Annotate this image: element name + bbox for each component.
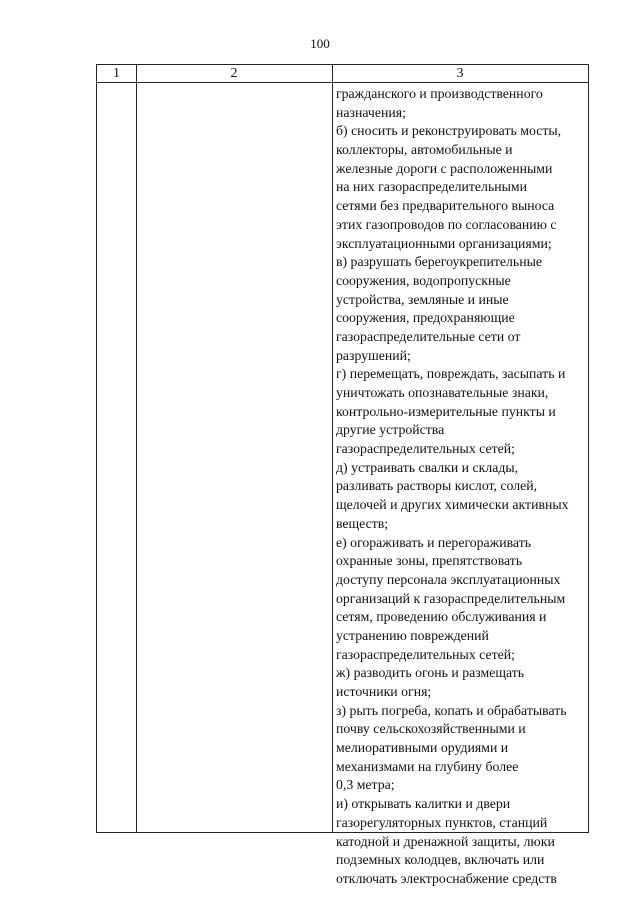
text-line: охранные зоны, препятствовать: [336, 553, 523, 569]
text-line: почву сельскохозяйственными и: [336, 721, 526, 737]
column-header-1: 1: [113, 66, 120, 81]
text-line: газораспределительные сети от: [336, 328, 521, 344]
text-line: сооружения, водопропускные: [336, 272, 511, 288]
text-line: механизмами на глубину более: [336, 758, 519, 774]
column-header-3: 3: [456, 66, 464, 81]
text-line: железные дороги с расположенными: [336, 160, 553, 176]
text-line: коллекторы, автомобильные и: [336, 142, 513, 158]
text-line: контрольно-измерительные пункты и: [336, 403, 556, 419]
text-line: газораспределительных сетей;: [336, 441, 515, 457]
column-3-text: [336, 85, 588, 889]
text-line: на них газораспределительными: [336, 179, 528, 195]
text-line: гражданского и производственного: [336, 86, 543, 101]
text-line: разливать растворы кислот, солей,: [336, 478, 538, 494]
text-line: организаций к газораспределительным: [336, 590, 566, 606]
text-line: назначения;: [336, 104, 406, 120]
text-line: газорегуляторных пунктов, станций: [336, 814, 548, 830]
text-line: эксплуатационными организациями;: [336, 235, 552, 251]
text-line: 0,3 метра;: [336, 777, 395, 793]
column-header-2: 2: [230, 66, 238, 81]
text-line: отключать электроснабжение средств: [336, 870, 557, 886]
page-number: 100: [310, 36, 330, 51]
text-line: ж) разводить огонь и размещать: [336, 665, 525, 681]
column-divider: [136, 65, 137, 832]
text-line: б) сносить и реконструировать мосты,: [336, 123, 562, 139]
text-line: источники огня;: [336, 684, 432, 699]
column-divider: [332, 65, 333, 832]
text-line: другие устройства: [336, 422, 445, 438]
text-line: мелиоративными орудиями и: [336, 740, 509, 756]
text-line: этих газопроводов по согласованию с: [336, 216, 557, 232]
text-line: доступу персонала эксплуатационных: [336, 571, 561, 587]
text-line: уничтожать опознавательные знаки,: [336, 385, 549, 400]
text-line: щелочей и других химически активных: [336, 497, 569, 513]
text-line: сетями без предварительного выноса: [336, 198, 555, 214]
text-line: е) огораживать и перегораживать: [336, 534, 532, 550]
text-line: з) рыть погреба, копать и обрабатывать: [336, 702, 567, 718]
text-line: г) перемещать, повреждать, засыпать и: [336, 366, 566, 382]
text-line: сетям, проведению обслуживания и: [336, 609, 547, 625]
text-line: д) устраивать свалки и склады,: [336, 459, 519, 475]
text-line: и) открывать калитки и двери: [336, 796, 511, 812]
text-line: катодной и дренажной защиты, люки: [336, 833, 555, 849]
document-table: [96, 64, 589, 886]
text-line: устройства, земляные и иные: [336, 291, 509, 307]
table-header-row: [97, 65, 588, 83]
text-line: сооружения, предохраняющие: [336, 310, 515, 326]
text-line: устранению повреждений: [336, 627, 489, 643]
text-line: подземных колодцев, включать или: [336, 852, 545, 868]
text-line: веществ;: [336, 515, 389, 531]
text-line: разрушений;: [336, 347, 411, 363]
text-line: в) разрушать берегоукрепительные: [336, 254, 542, 270]
text-line: газораспределительных сетей;: [336, 646, 515, 662]
